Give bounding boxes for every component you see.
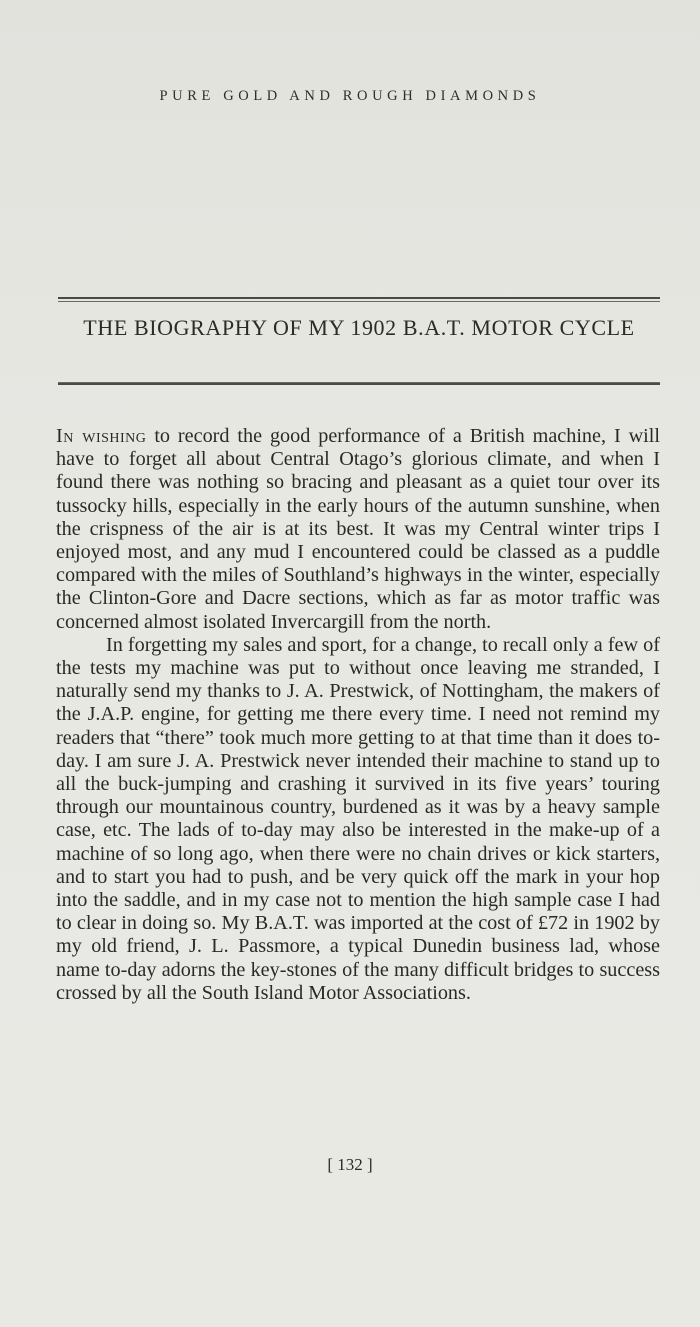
rule-thick: [58, 297, 660, 299]
running-head: PURE GOLD AND ROUGH DIAMONDS: [159, 88, 541, 104]
opening-words: In wishing: [56, 425, 147, 447]
title-rule-bottom: [58, 380, 660, 385]
body-text: [56, 425, 660, 1005]
paragraph-1-text: to record the good performance of a British machine, I will have to forget all about Central Otago’s glorious climate, and when I found there was nothing so bracing and pleasant as a quiet tour over its tussocky hills, especially in the early hours of the autumn sunshine, when the crispness of the air is at its best. It was my Central winter trips I enjoyed most, and any mud I encountered could be classed as a puddle compared with the miles of Southland’s highways in the winter, especially the Clinton-Gore and Dacre sections, which as far as motor traffic was concerned almost isolated Invercargill from the north.: [56, 425, 660, 633]
rule-thick: [58, 383, 660, 385]
paragraph-1: [56, 425, 660, 634]
rule-thin: [58, 301, 660, 302]
chapter-title: THE BIOGRAPHY OF MY 1902 B.A.T. MOTOR CYCLE: [83, 315, 635, 340]
paragraph-2: In forgetting my sales and sport, for a change, to recall only a few of the tests my machine was put to without once leaving me stranded, I naturally send my thanks to J. A. Prestwick, of Nottingham, the makers of the J.A.P. engine, for getting me there every time. I need not remind my readers that “there” took much more getting to at that time than it does to-day. I am sure J. A. Prestwick never intended their machine to stand up to all the buck-jumping and crashing it survived in its five years’ touring through our mountainous country, burdened as it was by a heavy sample case, etc. The lads of to-day may also be interested in the make-up of a machine of so long ago, when there were no chain drives or kick starters, and to start you had to push, and be very quick off the mark in your hop into the saddle, and in my case not to mention the high sample case I had to clear in doing so. My B.A.T. was imported at the cost of £72 in 1902 by my old friend, J. L. Passmore, a typical Dunedin business lad, whose name to-day adorns the key-stones of the many difficult bridges to success crossed by all the South Island Motor Associations.: [56, 633, 660, 1004]
title-rule-top: [58, 297, 660, 302]
page-number: [ 132 ]: [327, 1155, 373, 1174]
